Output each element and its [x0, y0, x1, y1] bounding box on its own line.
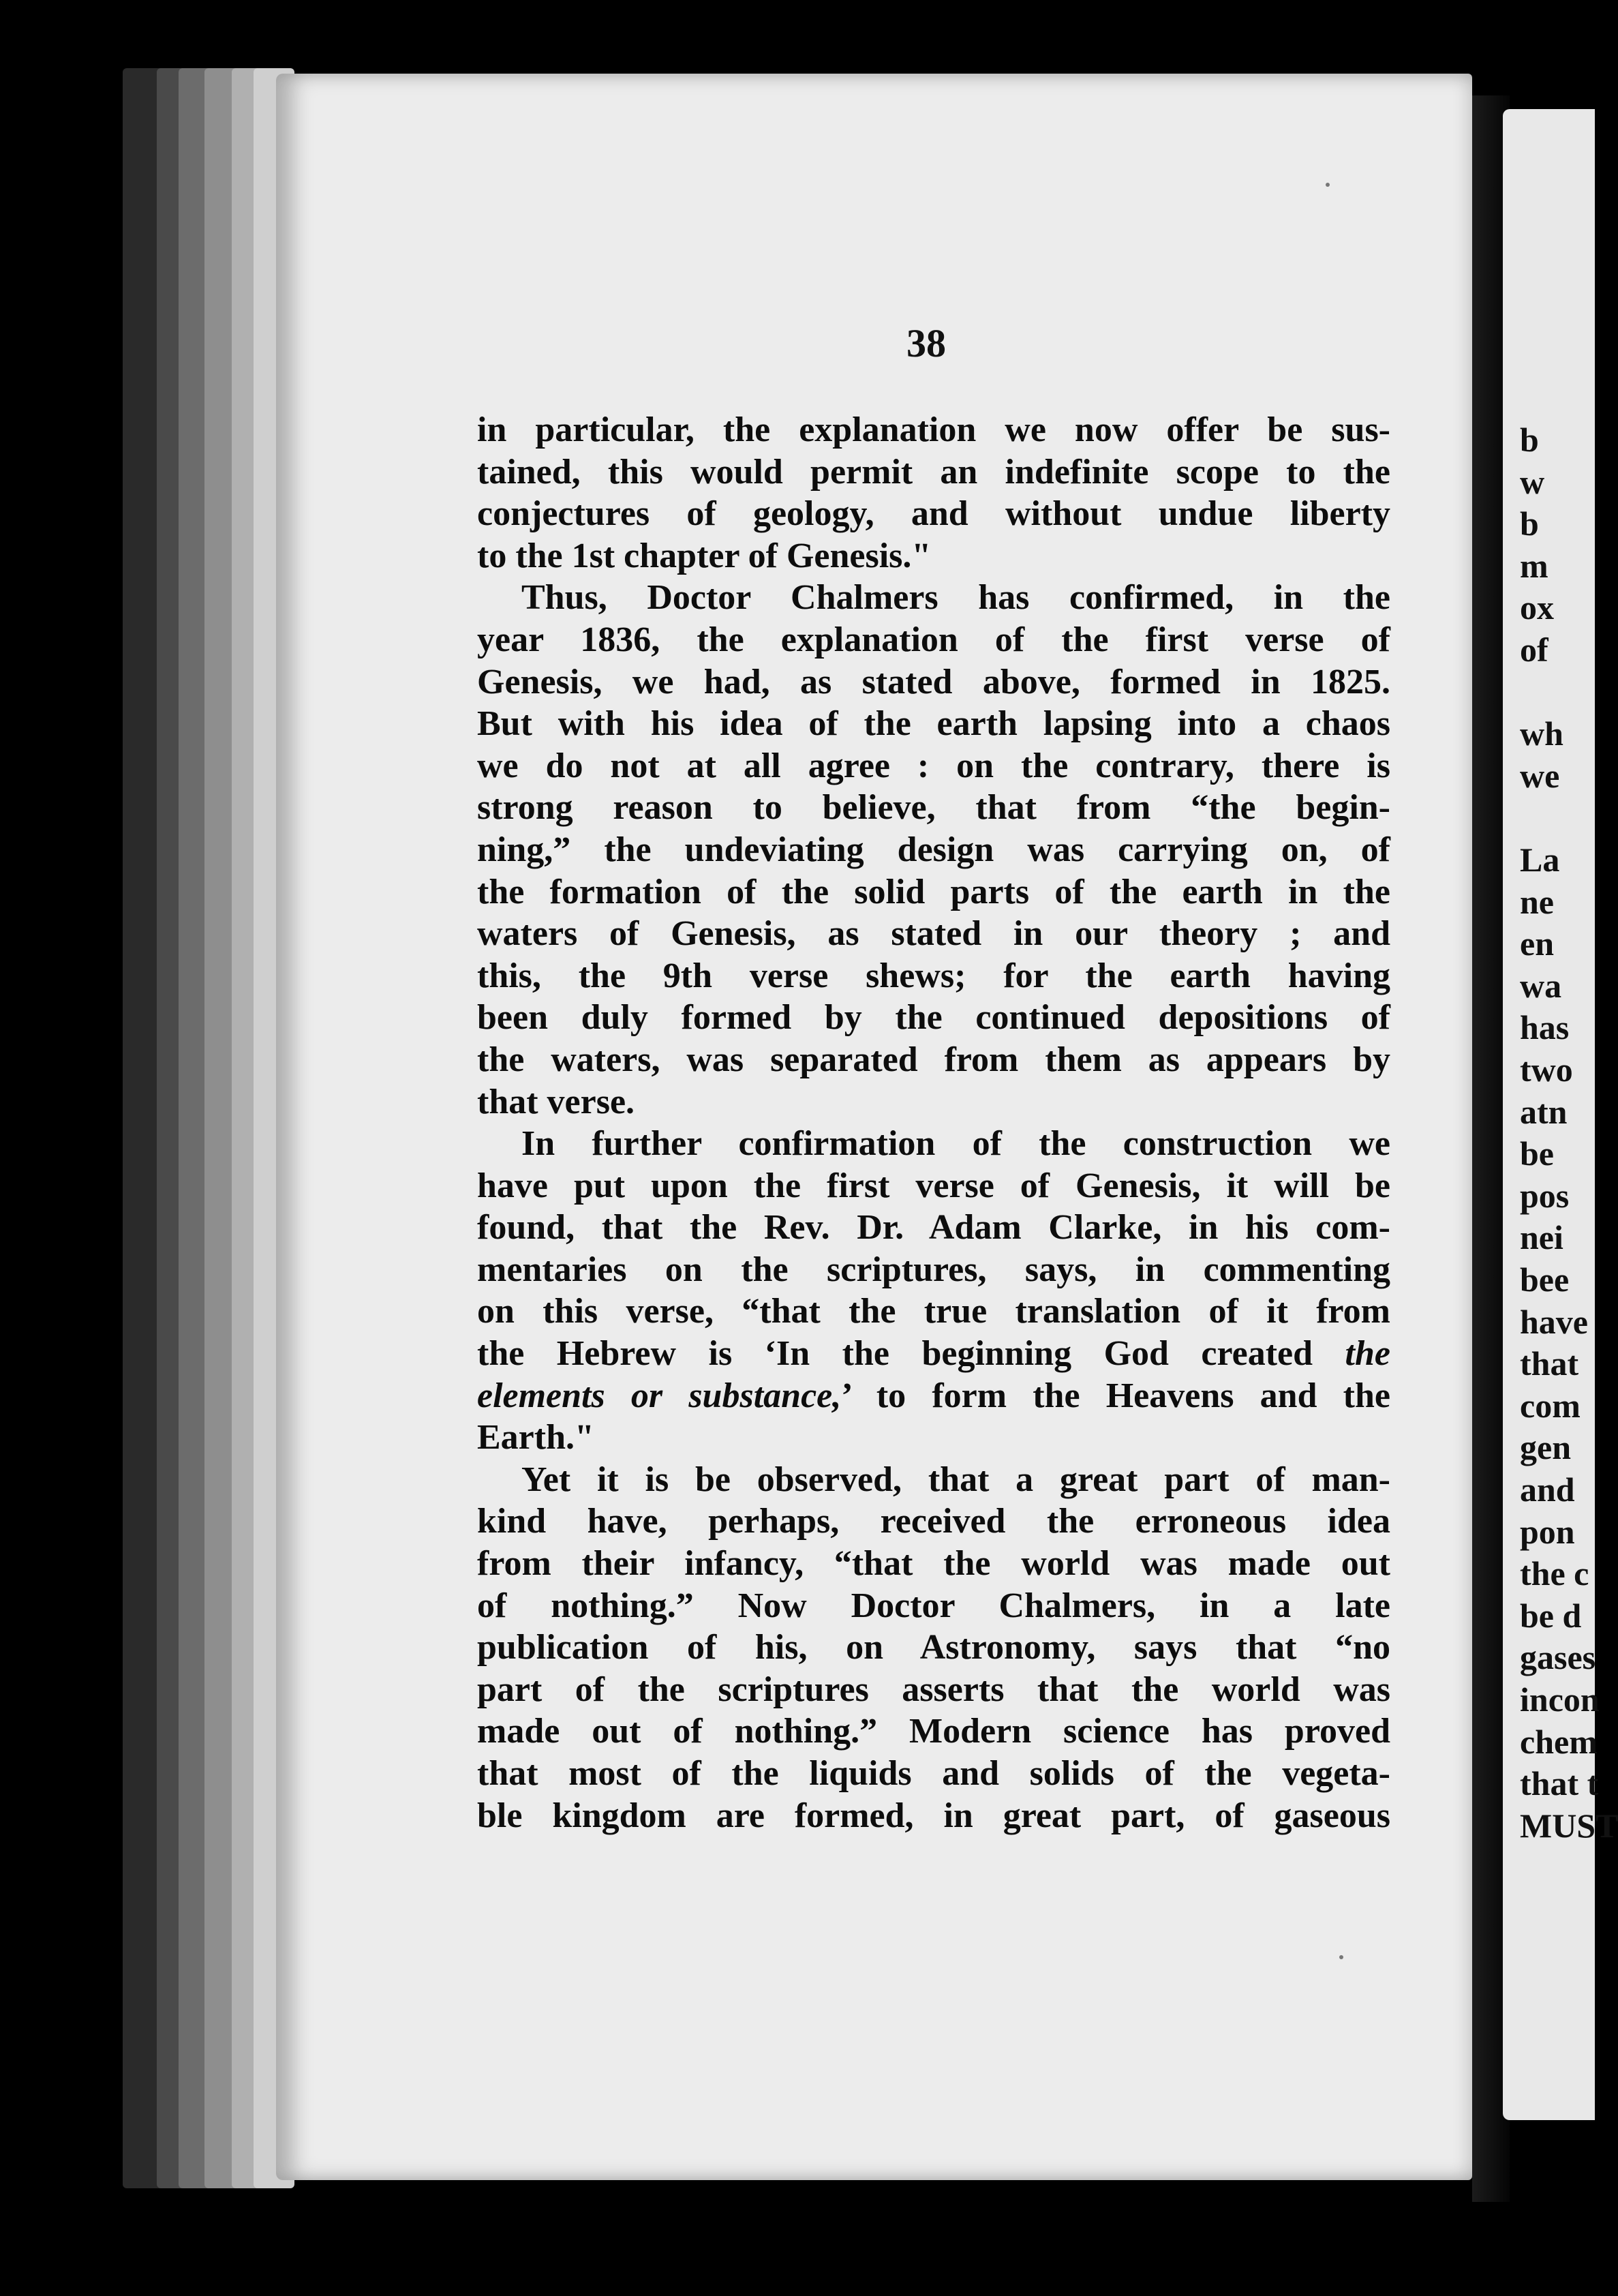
text-line: have put upon the first verse of Genesis, it will be — [477, 1166, 1390, 1205]
adjacent-page-text — [1503, 109, 1618, 2120]
text-line: that most of the liquids and solids of the vegeta- — [477, 1754, 1390, 1793]
adjacent-text-fragment: incon — [1520, 1680, 1600, 1719]
adjacent-text-fragment: b — [1520, 421, 1539, 459]
text-line: part of the scriptures asserts that the world was — [477, 1670, 1390, 1709]
page-number: 38 — [906, 321, 946, 365]
text-line: conjectures of geology, and without undue liberty — [477, 494, 1390, 534]
adjacent-text-fragment: that t — [1520, 1764, 1599, 1803]
adjacent-text-fragment: wa — [1520, 966, 1562, 1005]
text-line: Genesis, we had, as stated above, formed in 1825. — [477, 662, 1390, 701]
text-line: from their infancy, “that the world was made out — [477, 1544, 1390, 1584]
text-line: elements or substance,’ to form the Heavens and the — [477, 1376, 1390, 1415]
text-line: ning,” the undeviating design was carrying on, of — [477, 830, 1390, 869]
text-line: waters of Genesis, as stated in our theory ; and — [477, 914, 1390, 954]
adjacent-text-fragment: be — [1520, 1134, 1554, 1173]
text-line: Yet it is be observed, that a great part of man- — [521, 1460, 1390, 1499]
text-line: tained, this would permit an indefinite scope to the — [477, 452, 1390, 492]
text-line: found, that the Rev. Dr. Adam Clarke, in his com- — [477, 1208, 1390, 1248]
adjacent-text-fragment: pos — [1520, 1176, 1570, 1215]
adjacent-text-fragment: atn — [1520, 1092, 1568, 1131]
adjacent-text-fragment: be d — [1520, 1596, 1582, 1635]
text-line: Thus, Doctor Chalmers has confirmed, in the — [521, 578, 1390, 618]
adjacent-text-fragment: ne — [1520, 882, 1554, 921]
adjacent-page — [1503, 109, 1618, 2120]
adjacent-text-fragment: have — [1520, 1302, 1588, 1341]
text-line: kind have, perhaps, received the erroneous idea — [477, 1502, 1390, 1541]
text-line: ble kingdom are formed, in great part, of gaseous — [477, 1796, 1390, 1835]
adjacent-text-fragment: bee — [1520, 1260, 1570, 1299]
text-line: year 1836, the explanation of the first verse of — [477, 620, 1390, 659]
text-line: on this verse, “that the true translation of it from — [477, 1292, 1390, 1331]
adjacent-text-fragment: we — [1520, 756, 1560, 795]
text-line: publication of his, on Astronomy, says that “no — [477, 1628, 1390, 1667]
adjacent-text-fragment: ox — [1520, 588, 1554, 627]
text-line: But with his idea of the earth lapsing into a chaos — [477, 704, 1390, 744]
body-text — [477, 409, 1390, 1837]
adjacent-text-fragment: wh — [1520, 714, 1563, 753]
adjacent-text-fragment: w — [1520, 462, 1545, 501]
text-line: of nothing.” Now Doctor Chalmers, in a late — [477, 1586, 1390, 1625]
adjacent-text-fragment: that — [1520, 1344, 1579, 1383]
adjacent-text-fragment: b — [1520, 504, 1539, 543]
adjacent-text-fragment: the c — [1520, 1554, 1589, 1593]
text-line: that verse. — [477, 1082, 635, 1121]
adjacent-text-fragment: has — [1520, 1008, 1570, 1047]
text-line: the formation of the solid parts of the earth in the — [477, 872, 1390, 911]
adjacent-text-fragment: m — [1520, 546, 1548, 585]
text-line: this, the 9th verse shews; for the earth having — [477, 956, 1390, 995]
text-line: Earth." — [477, 1418, 594, 1457]
paper-speck — [1339, 1955, 1343, 1959]
adjacent-text-fragment: pon — [1520, 1512, 1575, 1551]
text-line: we do not at all agree : on the contrary, there is — [477, 746, 1390, 785]
text-line: In further confirmation of the construction we — [521, 1124, 1390, 1164]
adjacent-text-fragment: and — [1520, 1470, 1575, 1509]
adjacent-text-fragment: La — [1520, 841, 1560, 879]
text-line: made out of nothing.” Modern science has proved — [477, 1712, 1390, 1751]
adjacent-text-fragment: two — [1520, 1051, 1573, 1089]
paper-speck — [1326, 183, 1330, 187]
adjacent-text-fragment: nei — [1520, 1218, 1563, 1257]
adjacent-text-fragment: of — [1520, 631, 1548, 669]
text-line: in particular, the explanation we now offer be sus- — [477, 410, 1390, 449]
adjacent-text-fragment: MUST — [1520, 1806, 1618, 1845]
text-line: the Hebrew is ‘In the beginning God created the — [477, 1334, 1390, 1374]
adjacent-text-fragment: gases — [1520, 1638, 1596, 1677]
text-line: to the 1st chapter of Genesis." — [477, 536, 932, 575]
adjacent-text-fragment: chem — [1520, 1722, 1598, 1761]
text-line: strong reason to believe, that from “the begin- — [477, 788, 1390, 828]
adjacent-text-fragment: com — [1520, 1386, 1581, 1425]
adjacent-text-fragment: en — [1520, 924, 1554, 963]
adjacent-text-fragment: gen — [1520, 1428, 1571, 1467]
text-line: mentaries on the scriptures, says, in commenting — [477, 1250, 1390, 1289]
text-line: been duly formed by the continued depositions of — [477, 998, 1390, 1038]
text-line: the waters, was separated from them as appears by — [477, 1040, 1390, 1079]
